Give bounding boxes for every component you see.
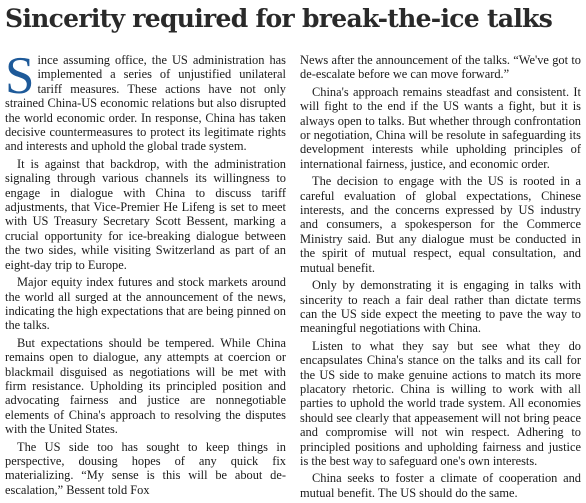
- paragraph: It is against that backdrop, with the administration signaling through various channels its willingness to engage in dialogue with China to discuss tariff adjustments, that Vice-Premier He Lifeng is set to meet with US Treasury Secretary Scott Bessent, marking a crucial opportunity for ice-breaking dialogue between the two sides, while visiting Switzerland as part of an eight-day trip to Europe.: [5, 156, 286, 272]
- paragraph: China's approach remains steadfast and consistent. It will fight to the end if the US wants a fight, but it is always open to talks. But whether through confrontation or negotiation, China will be resolute in safeguarding its development interests while upholding principles of international fairness, justice, and economic order.: [300, 84, 581, 171]
- paragraph: Listen to what they say but see what they do encapsulates China's stance on the talks and its call for the US side to make genuine actions to match its more placatory rhetoric. China is willing to work with all parties to uphold the world trade system. All economies should see clearly that appeasement will not bring peace and compromise will not win respect. Adhering to principled positions and upholding fairness and justice is the best way to safeguard one's own interests.: [300, 338, 581, 468]
- column-right: [300, 53, 581, 503]
- paragraph: The decision to engage with the US is rooted in a careful evaluation of global expectations, Chinese interests, and the concerns expressed by US industry and consumers, a spokesperson for the Commerce Ministry said. But any dialogue must be conducted in the spirit of mutual respect, equal consultation, and mutual benefit.: [300, 174, 581, 275]
- paragraph-text: ince assuming office, the US administration has implemented a series of unjustified unilateral tariff measures. These actions have not only strained China-US economic relations but also disrupted the world economic order. In response, China has taken decisive countermeasures to protect its legitimate rights and interests and uphold the global trade system.: [5, 53, 286, 154]
- drop-cap: S: [5, 47, 35, 105]
- paragraph: The US side too has sought to keep things in perspective, dousing hopes of any quick fix materializing. “My sense is this will be about de-escalation,” Bessent told Fox: [5, 439, 286, 497]
- column-left: [5, 47, 286, 500]
- headline: Sincerity required for break-the-ice talks: [5, 4, 553, 33]
- paragraph: But expectations should be tempered. While China remains open to dialogue, any attempts at coercion or blackmail disguised as negotiations will be met with firm resistance. Upholding its principled position and advocating fairness and justice are nonnegotiable elements of China's approach to resolving the disputes with the United States.: [5, 335, 286, 437]
- paragraph: Major equity index futures and stock markets around the world all surged at the announcement of the news, indicating the high expectations that are being pinned on the talks.: [5, 275, 286, 333]
- paragraph: News after the announcement of the talks. “We've got to de-escalate before we can move forward.”: [300, 53, 581, 82]
- paragraph: Only by demonstrating it is engaging in talks with sincerity to reach a fair deal rather than dictate terms can the US side expect the meeting to pave the way to meaningful negotiations with China.: [300, 278, 581, 336]
- paragraph: China seeks to foster a climate of cooperation and mutual benefit. The US should do the same.: [300, 471, 581, 500]
- paragraph: [5, 47, 286, 154]
